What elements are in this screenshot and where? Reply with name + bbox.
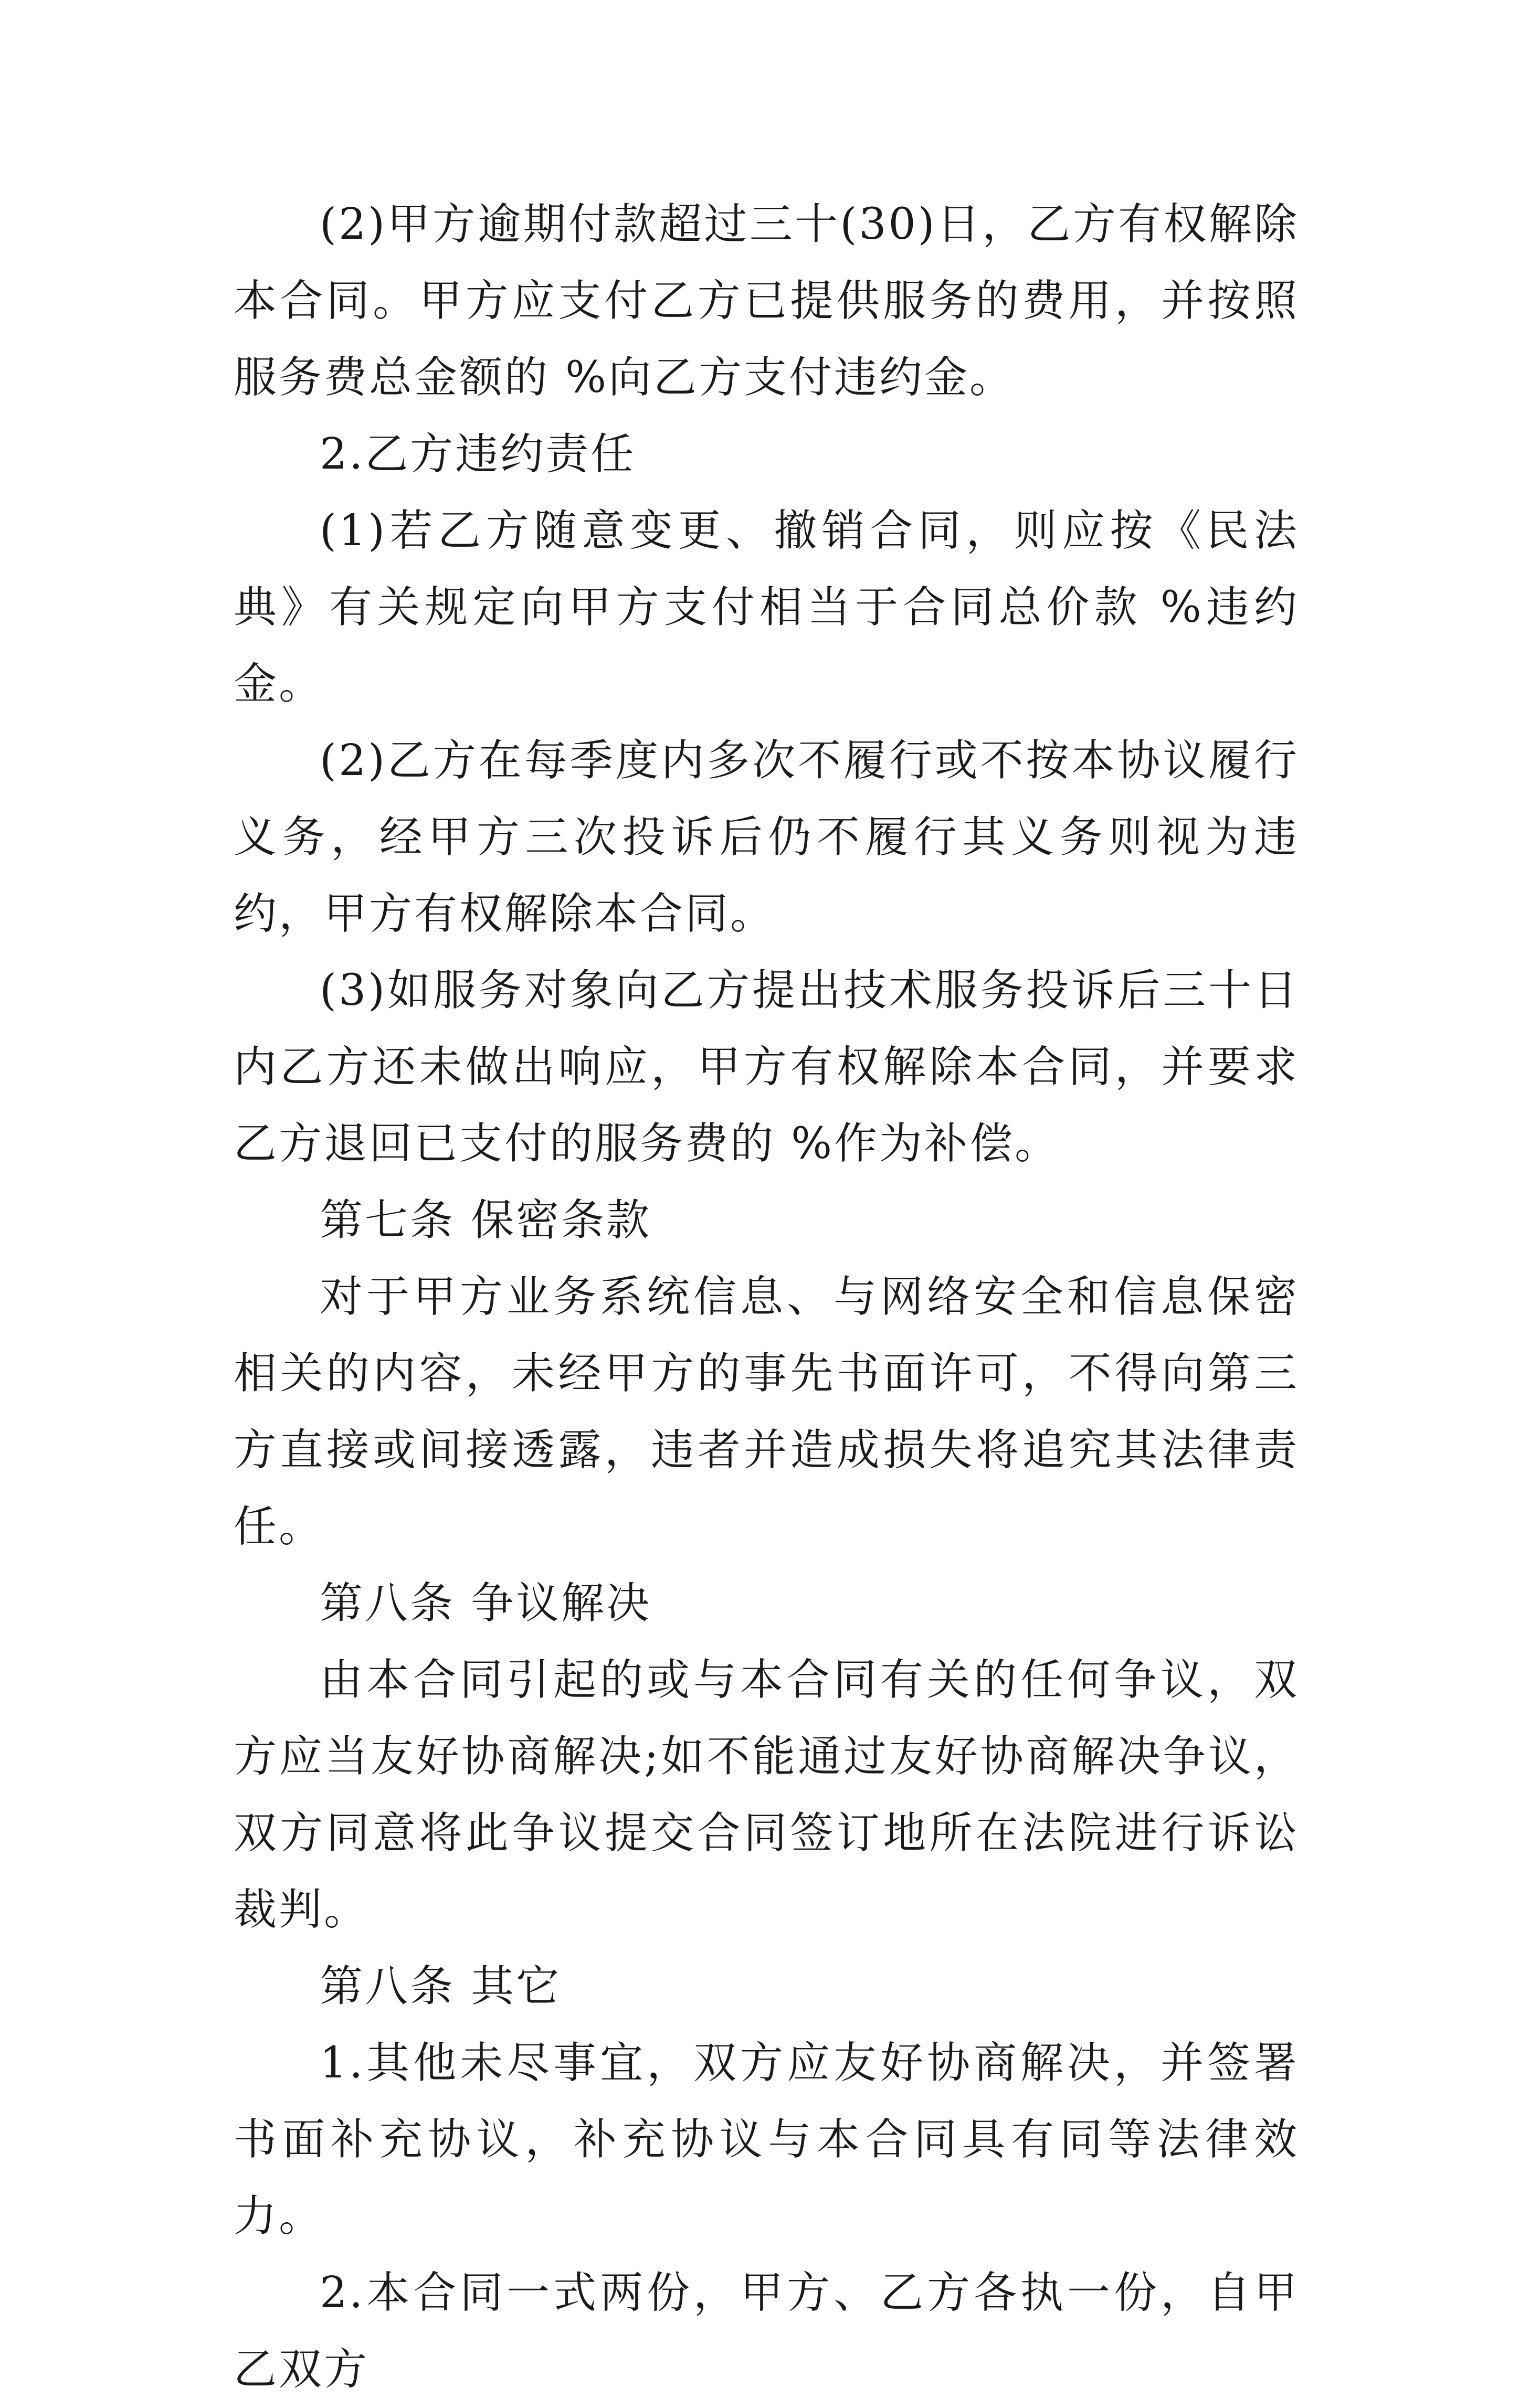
paragraph-party-b-cancel: (1)若乙方随意变更、撤销合同，则应按《民法典》有关规定向甲方支付相当于合同总价款 %违约金。	[234, 506, 1299, 709]
paragraph-party-b-nonperformance: (2)乙方在每季度内多次不履行或不按本协议履行义务，经甲方三次投诉后仍不履行其义务则视为违约，甲方有权解除本合同。	[234, 736, 1299, 939]
paragraph-other-matters: 1.其他未尽事宜，双方应友好协商解决，并签署书面补充协议，补充协议与本合同具有同等法律效力。	[234, 2038, 1299, 2241]
paragraph-confidentiality: 对于甲方业务系统信息、与网络安全和信息保密相关的内容，未经甲方的事先书面许可，不得向第三方直接或间接透露，违者并造成损失将追究其法律责任。	[234, 1272, 1299, 1552]
article-7-heading: 第七条 保密条款	[320, 1195, 652, 1245]
paragraph-dispute-resolution: 由本合同引起的或与本合同有关的任何争议，双方应当友好协商解决;如不能通过友好协商解决争议，双方同意将此争议提交合同签订地所在法院进行诉讼裁判。	[234, 1655, 1299, 1935]
document-body	[234, 186, 1299, 2408]
paragraph-party-b-no-response: (3)如服务对象向乙方提出技术服务投诉后三十日内乙方还未做出响应，甲方有权解除本合同，并要求乙方退回已支付的服务费的 %作为补偿。	[234, 966, 1299, 1169]
article-8-dispute-heading: 第八条 争议解决	[320, 1578, 652, 1628]
paragraph-copies: 2.本合同一式两份，甲方、乙方各执一份，自甲乙双方	[234, 2268, 1299, 2394]
paragraph-party-b-liability-heading: 2.乙方违约责任	[320, 429, 636, 479]
article-8-other-heading: 第八条 其它	[320, 1961, 562, 2011]
paragraph-party-a-late-payment: (2)甲方逾期付款超过三十(30)日，乙方有权解除本合同。甲方应支付乙方已提供服务的费用，并按照服务费总金额的 %向乙方支付违约金。	[234, 199, 1299, 402]
